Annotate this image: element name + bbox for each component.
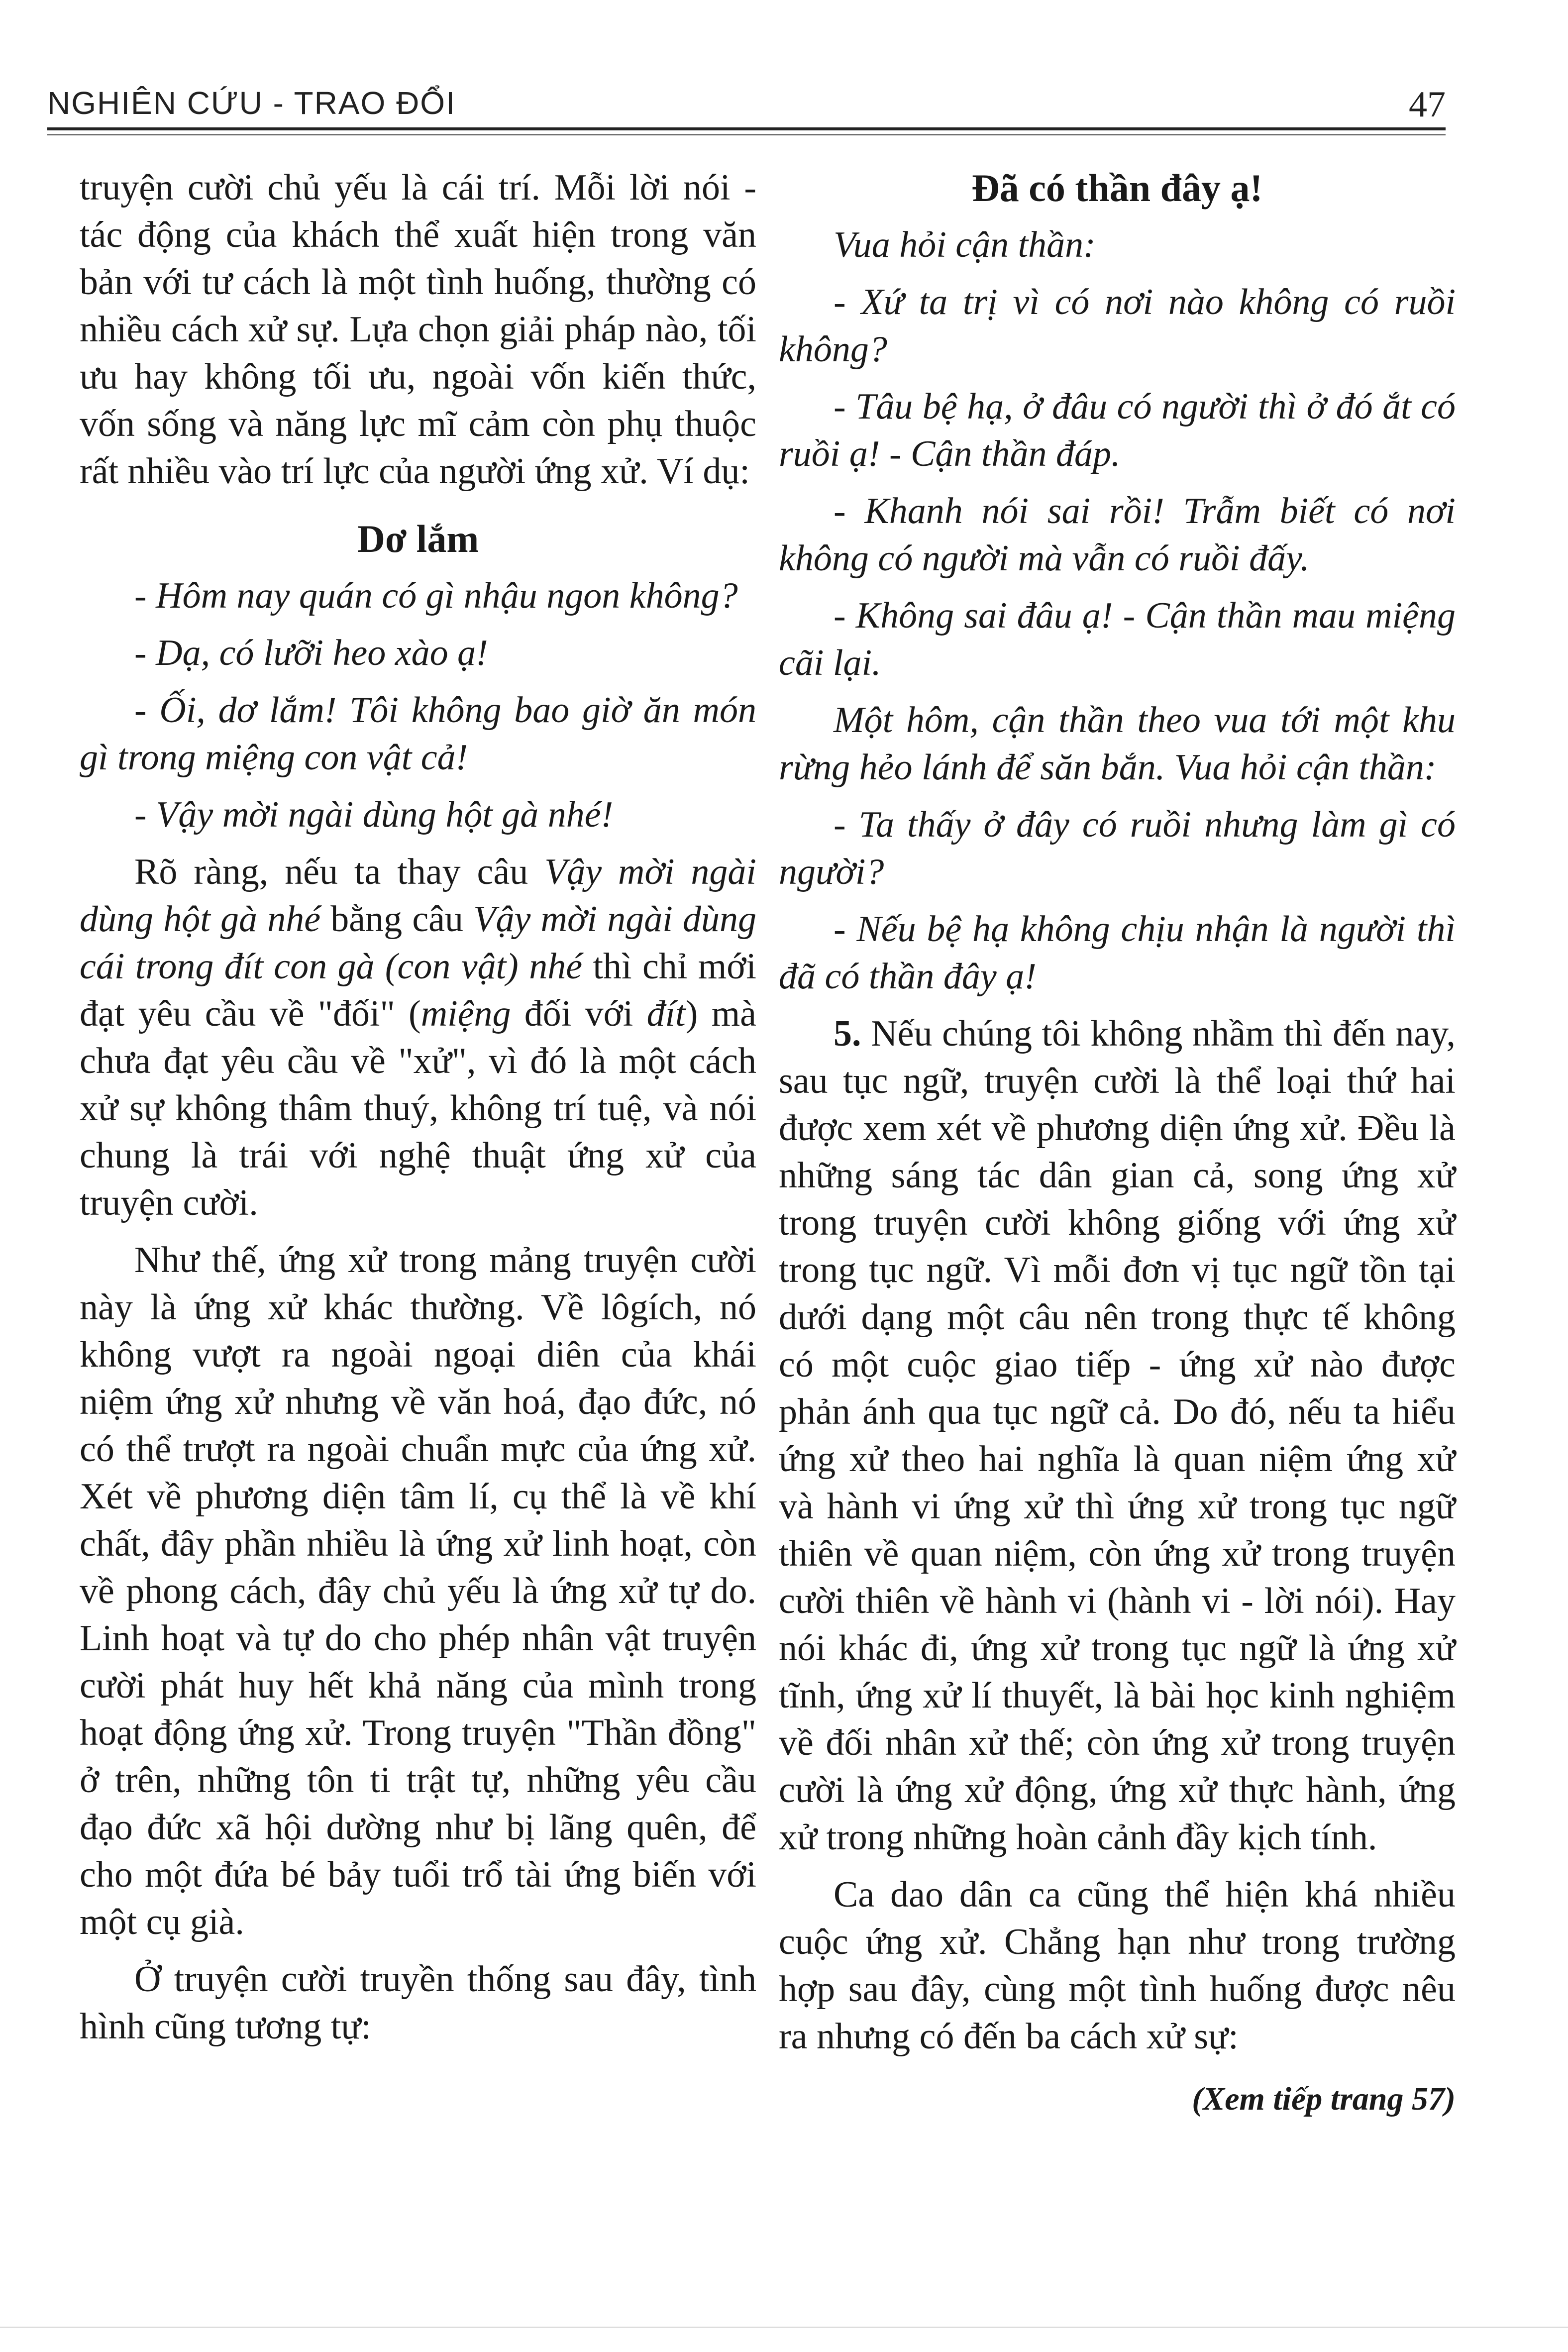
text-run: Nếu chúng tôi không nhầm thì đến nay, sau tục ngữ, truyện cười là thể loại thứ hai được xem xét về phương diện ứng xử. Đều là những sáng tác dân gian cả, song ứng xử trong truyện cười không giống với ứng xử trong tục ngữ. Vì mỗi đơn vị tục ngữ tồn tại dưới dạng một câu nên trong thực tế không có một cuộc giao tiếp - ứng xử nào được phản ánh qua tục ngữ cả. Do đó, nếu ta hiểu ứng xử theo hai nghĩa là quan niệm ứng xử và hành vi ứng xử thì ứng xử trong tục ngữ thiên về quan niệm, còn ứng xử trong truyện cười thiên về hành vi (hành vi - lời nói). Hay nói khác đi, ứng xử trong tục ngữ là ứng xử tĩnh, ứng xử lí thuyết, là bài học kinh nghiệm về đối nhân xử thế; còn ứng xử trong truyện cười là ứng xử động, ứng xử thực hành, ứng xử trong những hoàn cảnh đầy kịch tính.	[779, 1013, 1456, 1858]
word-italic: đít	[646, 993, 686, 1034]
text-run: ) mà chưa đạt yêu cầu về "xử", vì đó là một cách xử sự không thâm thuý, không trí tuệ, và nói chung là trái với nghệ thuật ứng xử của truyện cười.	[80, 993, 757, 1223]
dialogue-line: - Không sai đâu ạ! - Cận thần mau miệng cãi lại.	[779, 595, 1456, 683]
dialogue-line: Vua hỏi cận thần:	[834, 224, 1096, 265]
paragraph	[80, 849, 756, 1227]
paragraph	[779, 1010, 1456, 1861]
text-run: bằng câu	[320, 899, 474, 940]
bottom-edge	[0, 2327, 1568, 2328]
text-run: Rõ ràng, nếu ta thay câu	[134, 852, 545, 892]
dialogue-line: - Hôm nay quán có gì nhậu ngon không?	[134, 575, 738, 616]
paragraph: Ở truyện cười truyền thống sau đây, tình hình cũng tương tự:	[80, 1959, 756, 2047]
continued-note: (Xem tiếp trang 57)	[1192, 2081, 1456, 2117]
section-title: NGHIÊN CỨU - TRAO ĐỔI	[47, 85, 456, 121]
right-column	[779, 164, 1456, 2123]
dialogue-line: - Ối, dơ lắm! Tôi không bao giờ ăn món gì trong miệng con vật cả!	[80, 690, 756, 778]
dialogue-line: - Ta thấy ở đây có ruồi nhưng làm gì có người?	[779, 804, 1456, 892]
text-run: thì chỉ mới đạt yêu cầu về "đối" (	[80, 946, 756, 1034]
dialogue-line: - Xứ ta trị vì có nơi nào không có ruồi không?	[779, 282, 1456, 370]
section-number: 5.	[834, 1013, 861, 1054]
quote-italic: Vậy mời ngài dùng cái trong đít con gà (con vật) nhé	[80, 899, 756, 987]
dialogue-line: - Nếu bệ hạ không chịu nhận là người thì đã có thần đây ạ!	[779, 909, 1456, 997]
dialogue-line: - Dạ, có lưỡi heo xào ạ!	[134, 633, 488, 673]
paragraph: truyện cười chủ yếu là cái trí. Mỗi lời nói - tác động của khách thể xuất hiện trong văn bản với tư cách là một tình huống, thường có nhiều cách xử sự. Lựa chọn giải pháp nào, tối ưu hay không tối ưu, ngoài vốn kiến thức, vốn sống và năng lực mĩ cảm còn phụ thuộc rất nhiều vào trí lực của người ứng xử. Ví dụ:	[80, 167, 756, 492]
story-title: Đã có thần đây ạ!	[971, 166, 1263, 210]
header-rule-thick	[47, 127, 1446, 130]
dialogue-line: - Vậy mời ngài dùng hột gà nhé!	[134, 794, 614, 835]
dialogue-line: Một hôm, cận thần theo vua tới một khu rừng hẻo lánh để săn bắn. Vua hỏi cận thần:	[779, 700, 1456, 788]
story-title: Dơ lắm	[357, 517, 479, 560]
header-rule-thin	[47, 134, 1446, 135]
dialogue-line: - Khanh nói sai rồi! Trẫm biết có nơi không có người mà vẫn có ruồi đấy.	[779, 491, 1456, 579]
text-run: đối với	[511, 993, 647, 1034]
left-column	[80, 164, 756, 2050]
paragraph: Như thế, ứng xử trong mảng truyện cười này là ứng xử khác thường. Về lôgích, nó không vượt ra ngoài ngoại diên của khái niệm ứng xử nhưng về văn hoá, đạo đức, nó có thể trượt ra ngoài chuẩn mực của ứng xử. Xét về phương diện tâm lí, cụ thể là về khí chất, đây phần nhiều là ứng xử linh hoạt, còn về phong cách, đây chủ yếu là ứng xử tự do. Linh hoạt và tự do cho phép nhân vật truyện cười phát huy hết khả năng của mình trong hoạt động ứng xử. Trong truyện "Thần đồng" ở trên, những tôn ti trật tự, những yêu cầu đạo đức xã hội dường như bị lãng quên, để cho một đứa bé bảy tuổi trổ tài ứng biến với một cụ già.	[80, 1240, 756, 1942]
quote-italic: Vậy mời ngài dùng hột gà nhé	[80, 852, 756, 940]
page-number: 47	[1409, 84, 1446, 125]
paragraph: Ca dao dân ca cũng thể hiện khá nhiều cuộc ứng xử. Chẳng hạn như trong trường hợp sau đây, cùng một tình huống được nêu ra nhưng có đến ba cách xử sự:	[779, 1874, 1456, 2057]
page-header	[47, 80, 1446, 134]
word-italic: miệng	[420, 993, 511, 1034]
dialogue-line: - Tâu bệ hạ, ở đâu có người thì ở đó ắt có ruồi ạ! - Cận thần đáp.	[779, 386, 1456, 474]
